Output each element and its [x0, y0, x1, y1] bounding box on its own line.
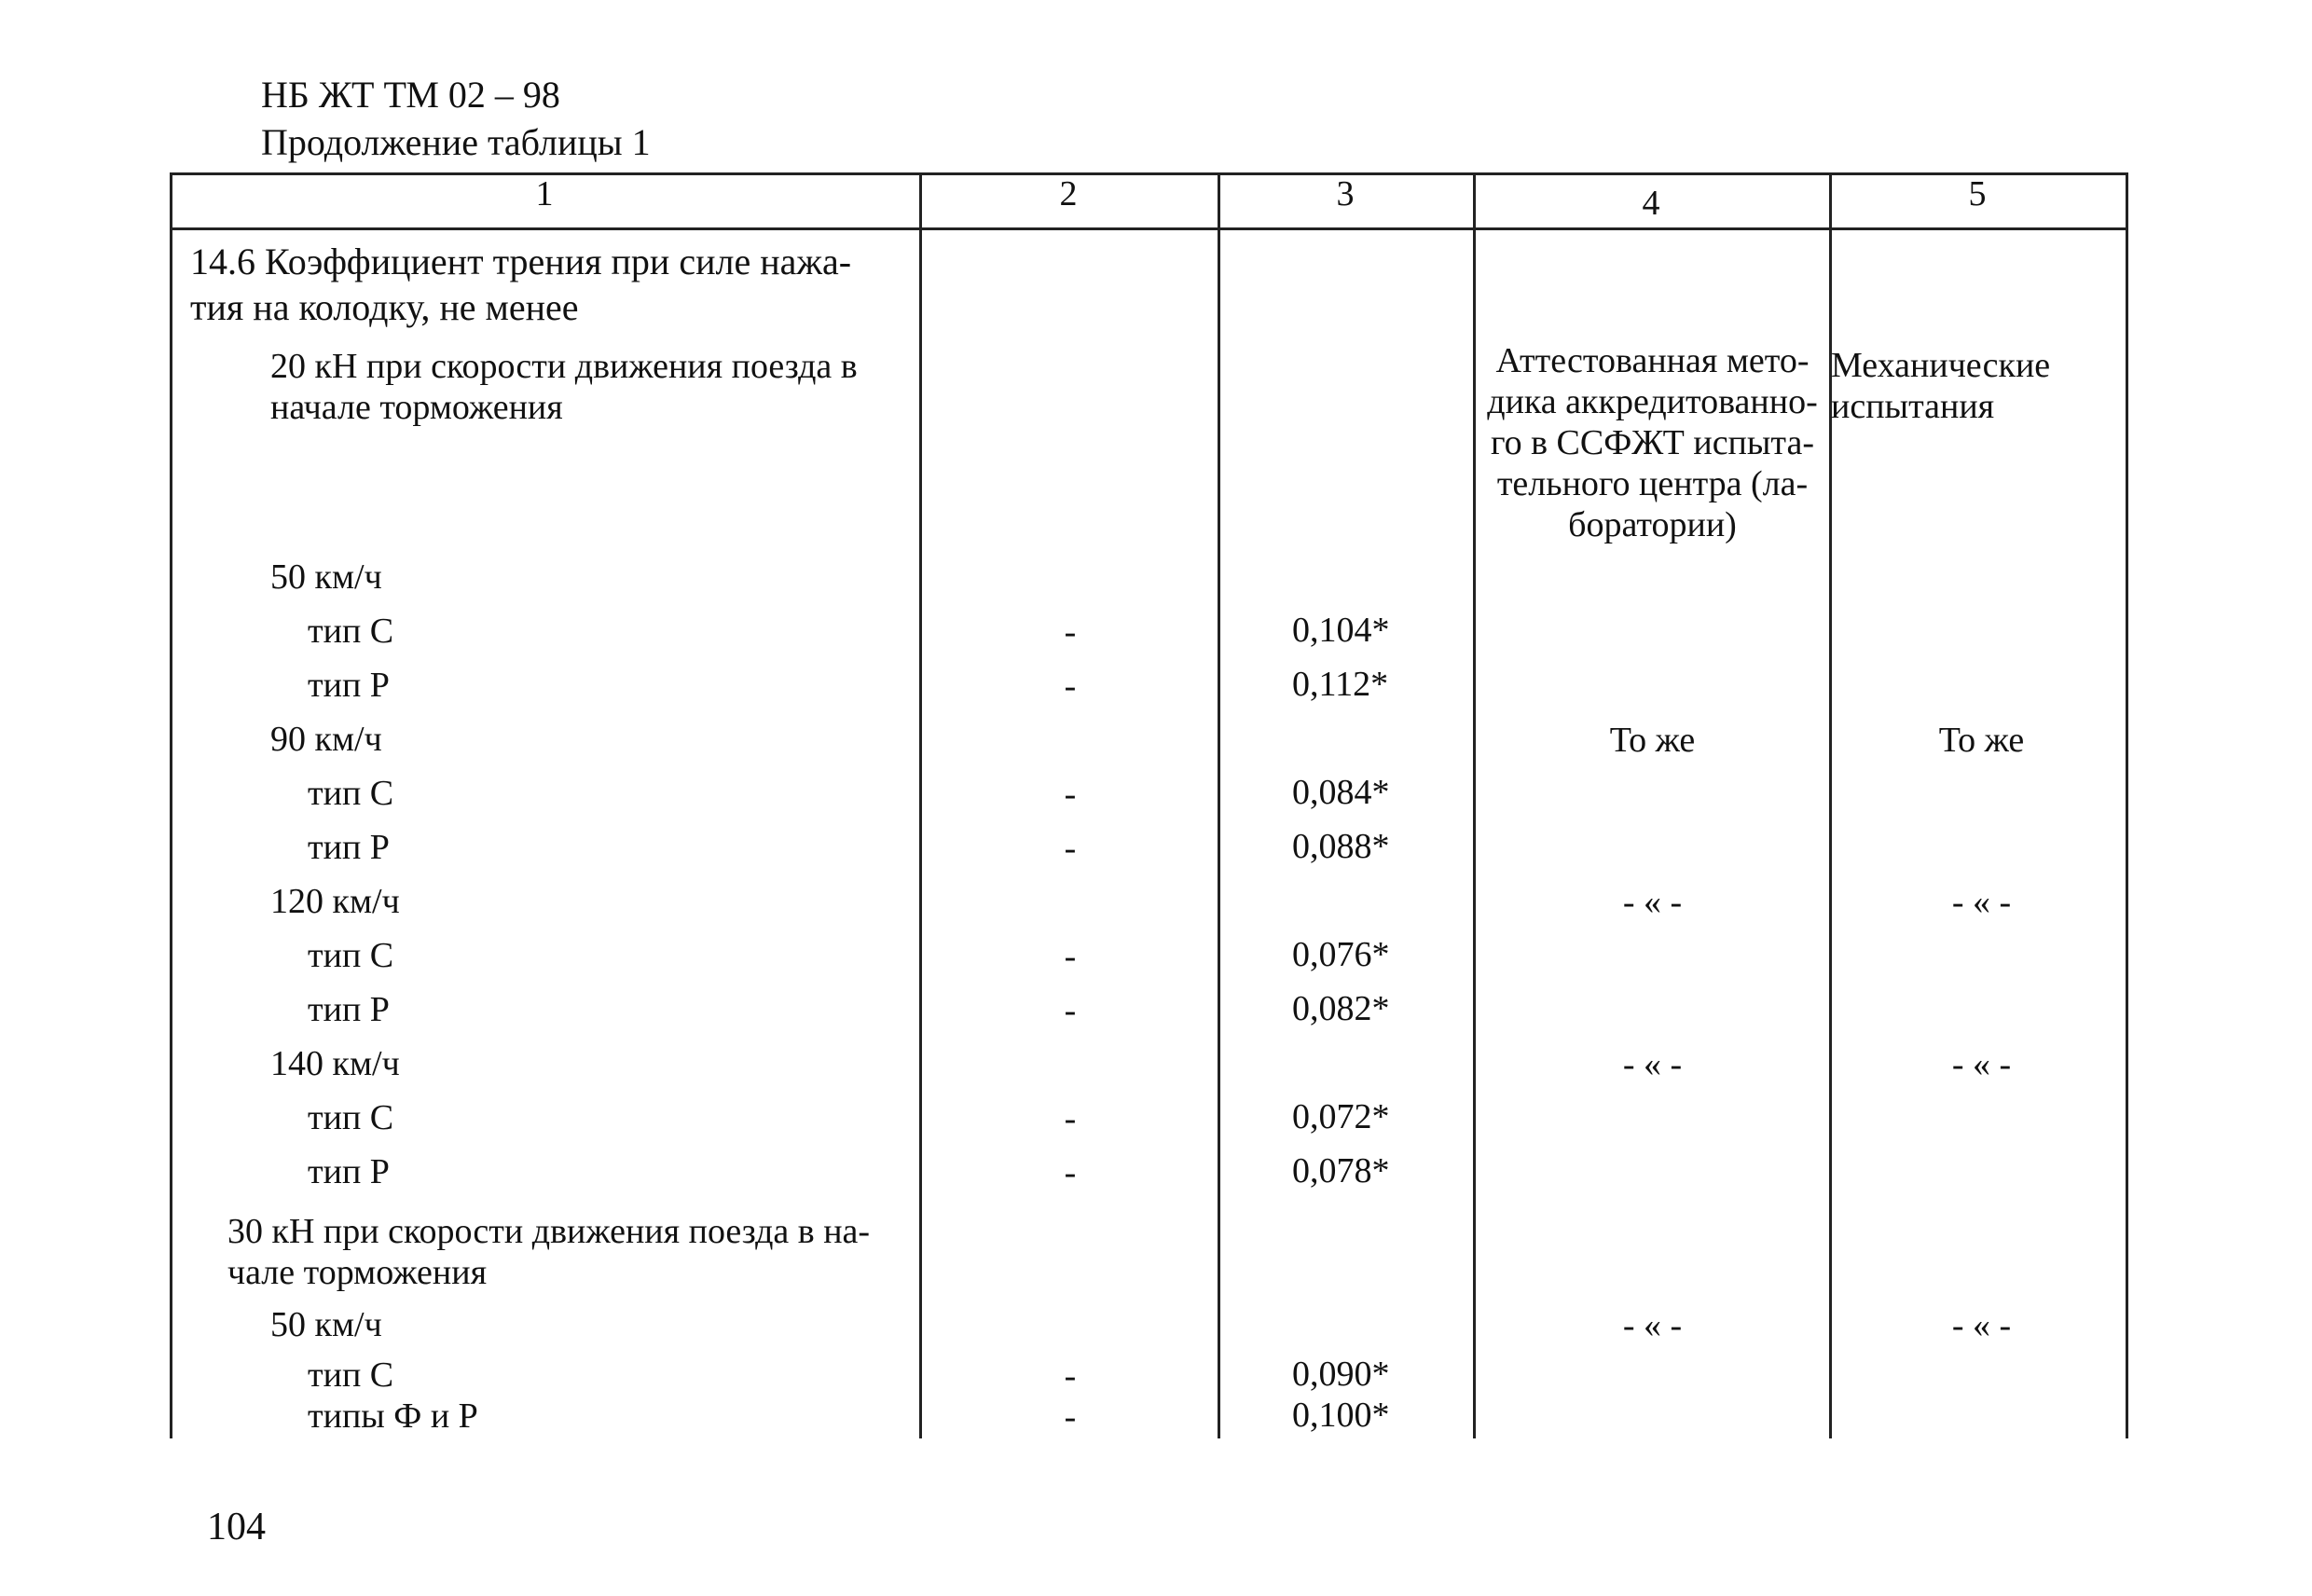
row-label: тип Р	[308, 666, 390, 705]
test-type-line: Механические	[1831, 346, 2051, 385]
method-line: боратории)	[1568, 505, 1737, 544]
row-col3: 0,090*	[1292, 1355, 1390, 1394]
column-header-3: 3	[1336, 174, 1355, 213]
row-col2: -	[1064, 991, 1077, 1030]
method-line: дика аккредитованно-	[1487, 382, 1818, 421]
column-header-1: 1	[535, 174, 554, 213]
row-label: 140 км/ч	[270, 1044, 400, 1083]
row-col2: -	[1064, 612, 1077, 652]
group1-line1: 20 кН при скорости движения поезда в	[270, 347, 858, 386]
col-border-3-4	[1473, 172, 1476, 1438]
row-col5: - « -	[1951, 883, 2012, 922]
col-border-1-2	[919, 172, 922, 1438]
row-label: тип С	[308, 612, 394, 651]
row-col5: - « -	[1951, 1045, 2012, 1084]
row-label: тип Р	[308, 1152, 390, 1191]
column-header-4: 4	[1642, 184, 1660, 223]
row-col3: 0,088*	[1292, 827, 1390, 866]
row-col4: - « -	[1622, 1306, 1683, 1345]
method-line: тельного центра (ла-	[1496, 464, 1809, 503]
section-title-line1: 14.6 Коэффициент трения при силе нажа-	[190, 241, 852, 282]
group1-line2: начале торможения	[270, 388, 563, 427]
row-col3: 0,078*	[1292, 1151, 1390, 1190]
row-col5: То же	[1938, 721, 2025, 760]
col-border-right	[2126, 172, 2128, 1438]
row-col2: -	[1064, 1153, 1077, 1192]
test-type-line: испытания	[1831, 387, 1995, 426]
row-label: 50 км/ч	[270, 557, 382, 597]
row-col3: 0,076*	[1292, 935, 1390, 974]
row-col2: -	[1064, 1356, 1077, 1396]
method-text	[1478, 340, 1827, 545]
col-border-left	[170, 172, 172, 1438]
test-type-text	[1831, 345, 2050, 427]
row-col3: 0,084*	[1292, 773, 1390, 812]
row-col2: -	[1064, 1397, 1077, 1437]
row-col4: То же	[1609, 721, 1696, 760]
row-label: тип С	[308, 1098, 394, 1137]
row-col2: -	[1064, 775, 1077, 814]
document-code: НБ ЖТ ТМ 02 – 98	[261, 74, 560, 116]
row-label: типы Ф и Р	[308, 1396, 478, 1436]
row-label: 90 км/ч	[270, 720, 382, 759]
column-header-2: 2	[1059, 174, 1078, 213]
row-col3: 0,072*	[1292, 1097, 1390, 1136]
row-col2: -	[1064, 937, 1077, 976]
col-border-2-3	[1218, 172, 1220, 1438]
row-col4: - « -	[1622, 1045, 1683, 1084]
row-label: тип С	[308, 774, 394, 813]
method-line: Аттестованная мето-	[1495, 341, 1810, 380]
page-number: 104	[207, 1506, 266, 1548]
row-col2: -	[1064, 667, 1077, 706]
group2-line1: 30 кН при скорости движения поезда в на-	[227, 1212, 871, 1251]
section-title-line2: тия на колодку, не менее	[190, 286, 579, 328]
table-continuation-caption: Продолжение таблицы 1	[261, 121, 651, 163]
row-col3: 0,100*	[1292, 1396, 1390, 1435]
row-label: тип С	[308, 1355, 394, 1395]
row-label: тип Р	[308, 990, 390, 1029]
row-col3: 0,104*	[1292, 611, 1390, 650]
group2-line2: чале торможения	[227, 1253, 488, 1292]
row-label: тип С	[308, 936, 394, 975]
row-label: тип Р	[308, 828, 390, 867]
row-col4: - « -	[1622, 883, 1683, 922]
row-col5: - « -	[1951, 1306, 2012, 1345]
row-label: 50 км/ч	[270, 1305, 382, 1344]
method-line: го в ССФЖТ испыта-	[1490, 423, 1815, 462]
header-bottom-border	[170, 227, 2126, 230]
column-header-5: 5	[1968, 174, 1987, 213]
row-label: 120 км/ч	[270, 882, 400, 921]
row-col3: 0,112*	[1292, 665, 1389, 704]
row-col3: 0,082*	[1292, 989, 1390, 1028]
row-col2: -	[1064, 829, 1077, 868]
row-col2: -	[1064, 1099, 1077, 1138]
